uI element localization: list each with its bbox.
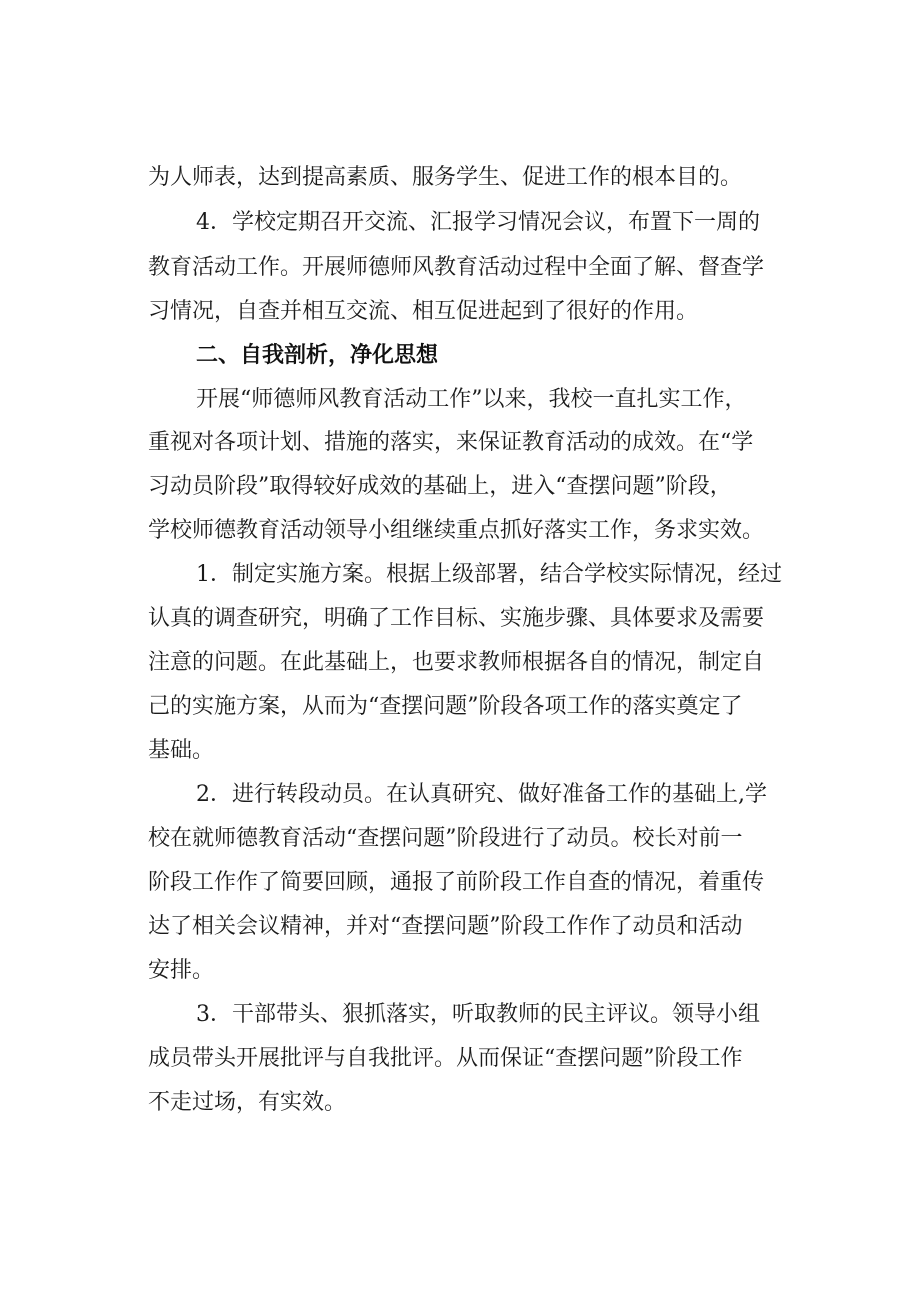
text-line: 重视对各项计划、措施的落实，来保证教育活动的成效。在“学 — [148, 430, 754, 455]
text-line: 基础。 — [148, 738, 215, 763]
text-line: 不走过场，有实效。 — [148, 1090, 347, 1115]
text-line: 教育活动工作。开展师德师风教育活动过程中全面了解、督查学 — [148, 255, 765, 280]
text-line: 为人师表，达到提高素质、服务学生、促进工作的根本目的。 — [148, 165, 743, 190]
section-heading: 二、自我剖析，净化思想 — [196, 343, 439, 368]
text-line: 习情况，自查并相互交流、相互促进起到了很好的作用。 — [148, 299, 699, 324]
text-line: 阶段工作作了简要回顾，通报了前阶段工作自查的情况，着重传 — [148, 870, 765, 895]
text-line: 开展“师德师风教育活动工作”以来，我校一直扎实工作， — [196, 387, 747, 412]
text-line: 安排。 — [148, 958, 215, 983]
text-line: 1．制定实施方案。根据上级部署，结合学校实际情况，经过 — [196, 562, 782, 587]
text-line: 成员带头开展批评与自我批评。从而保证“查摆问题”阶段工作 — [148, 1046, 743, 1071]
text-line: 4．学校定期召开交流、汇报学习情况会议，布置下一周的 — [196, 210, 760, 235]
text-line: 学校师德教育活动领导小组继续重点抓好落实工作，务求实效。 — [148, 518, 765, 543]
text-line: 己的实施方案，从而为“查摆问题”阶段各项工作的落实奠定了 — [148, 694, 743, 719]
text-line: 达了相关会议精神，并对“查摆问题”阶段工作作了动员和活动 — [148, 914, 743, 939]
text-line: 3．干部带头、狠抓落实，听取教师的民主评议。领导小组 — [196, 1002, 760, 1027]
text-line: 2．进行转段动员。在认真研究、做好准备工作的基础上,学 — [196, 782, 767, 807]
text-line: 认真的调查研究，明确了工作目标、实施步骤、具体要求及需要 — [148, 606, 765, 631]
text-line: 校在就师德教育活动“查摆问题”阶段进行了动员。校长对前一 — [148, 826, 743, 851]
text-line: 习动员阶段”取得较好成效的基础上，进入“查摆问题”阶段， — [148, 474, 732, 499]
text-line: 注意的问题。在此基础上，也要求教师根据各自的情况，制定自 — [148, 650, 765, 675]
